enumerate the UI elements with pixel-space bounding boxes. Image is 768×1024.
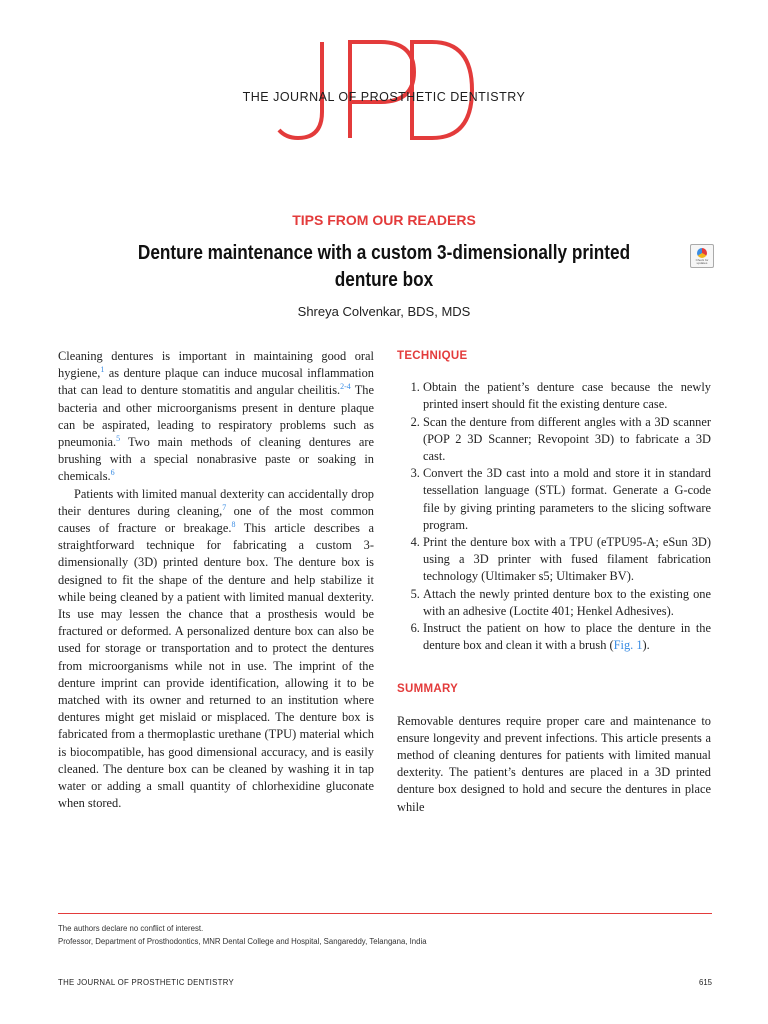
text-run: Two main methods of cleaning dentures are brushing with a special nonabrasive paste or soaking in chemicals. bbox=[58, 435, 374, 484]
section-label-tips: TIPS bbox=[292, 212, 324, 228]
reference-link[interactable]: 1 bbox=[100, 365, 105, 375]
jpd-logo bbox=[0, 0, 768, 150]
step-item: 5. Attach the newly printed denture box to the existing one with an adhesive (Loctite 401; Henkel Adhesives). bbox=[423, 586, 711, 620]
text-run: one of the most common causes of fracture or breakage. bbox=[58, 503, 374, 536]
reference-link[interactable]: 7 bbox=[222, 502, 227, 512]
text-run: Patients with limited manual dexterity can accidentally drop their dentures during cleaning, bbox=[58, 486, 374, 518]
step-item: 4. Print the denture box with a TPU (eTPU95-A; eSun 3D) using a 3D printer with fused filament fabrication technology (Ultimaker s5; Ultimaker BV). bbox=[423, 534, 711, 586]
footnote-divider bbox=[58, 913, 712, 914]
author-line: Shreya Colvenkar, BDS, MDS bbox=[297, 304, 471, 319]
footer-journal-name: THE JOURNAL OF PROSTHETIC DENTISTRY bbox=[58, 978, 234, 987]
conflict-statement: The authors declare no conflict of interest. bbox=[58, 924, 204, 933]
article-title: Denture maintenance with a custom 3-dimensionally printed denture box bbox=[137, 242, 631, 291]
text-run: This article describes a straightforward technique for fabricating a custom 3-dimensionally (3D) printed denture box. The denture box is designed to fit the shape of the denture and help stabilize it while being cleaned by a patient with limited manual dexterity. Its use may lessen the chance that a prosthesis would be fractured or deformed. A personalized denture box can also be used for storage or transportation and to protect the dentures from microorganisms while not in use. The imprint of the denture imprint can provide identification, allowing it to be matched with its owner and returned to an institution where dentures might get mislaid or misplaced. The denture box is fabricated from a thermoplastic urethane (TPU) material which is biocompatible, has good dimensional accuracy, and is easily cleaned. The denture box can be cleaned by washing it in tap water or adding a small quantity of chlorhexidine gluconate when stored. bbox=[58, 521, 374, 811]
text-run: as denture plaque can induce mucosal inflammation that can lead to denture stomatitis and angular cheilitis. bbox=[58, 366, 374, 398]
badge-label: Check for updates bbox=[695, 258, 709, 265]
author-affiliation: Professor, Department of Prosthodontics, MNR Dental College and Hospital, Sangareddy, Telangana, India bbox=[58, 937, 427, 946]
right-column bbox=[397, 348, 711, 816]
text-run: Cleaning dentures is important in maintaining good oral hygiene, bbox=[58, 349, 374, 381]
figure-link[interactable]: Fig. 1 bbox=[613, 638, 643, 653]
page-number: 615 bbox=[698, 978, 712, 987]
step-item: 3. Convert the 3D cast into a mold and store it in standard tessellation language (STL) format. Generate a G-code file by giving printing parameters to the slicing software program. bbox=[423, 465, 711, 534]
reference-link[interactable]: 5 bbox=[116, 433, 121, 443]
journal-name: THE JOURNAL OF PROSTHETIC DENTISTRY bbox=[242, 90, 526, 104]
body-paragraph bbox=[58, 486, 374, 813]
footnotes bbox=[58, 922, 712, 948]
section-label bbox=[0, 212, 768, 228]
section-label-rest: FROM OUR READERS bbox=[327, 212, 476, 228]
crossmark-icon bbox=[697, 248, 707, 258]
text-run: Instruct the patient on how to place the denture in the denture box and clean it with a brush ( bbox=[423, 621, 711, 653]
text-run: The bacteria and other microorganisms present in denture plaque can be aspirated, leading to respiratory problems such as pneumonia. bbox=[58, 383, 375, 450]
reference-link[interactable]: 6 bbox=[110, 468, 115, 478]
step-item bbox=[423, 620, 711, 654]
step-item: 1. Obtain the patient’s denture case because the newly printed insert should fit the existing denture case. bbox=[423, 379, 711, 413]
reference-link[interactable]: 8 bbox=[231, 519, 236, 529]
technique-heading: TECHNIQUE bbox=[397, 350, 468, 362]
technique-steps bbox=[397, 379, 711, 654]
intro-paragraph bbox=[58, 348, 374, 486]
step-item: 2. Scan the denture from different angles with a 3D scanner (POP 2 3D Scanner; Revopoint 3D) to fabricate a 3D cast. bbox=[423, 414, 711, 466]
summary-paragraph: Removable dentures require proper care and maintenance to ensure longevity and prevent infections. This article presents a method of cleaning dentures for patients with limited manual dexterity. The patient’s dentures are placed in a 3D printed denture box designed to hold and secure the dentures in place while bbox=[397, 713, 711, 814]
text-run: ). bbox=[642, 638, 650, 653]
summary-heading: SUMMARY bbox=[397, 683, 459, 696]
left-column bbox=[58, 348, 374, 812]
check-for-updates-badge[interactable] bbox=[690, 244, 714, 268]
reference-link[interactable]: 2-4 bbox=[340, 382, 351, 392]
